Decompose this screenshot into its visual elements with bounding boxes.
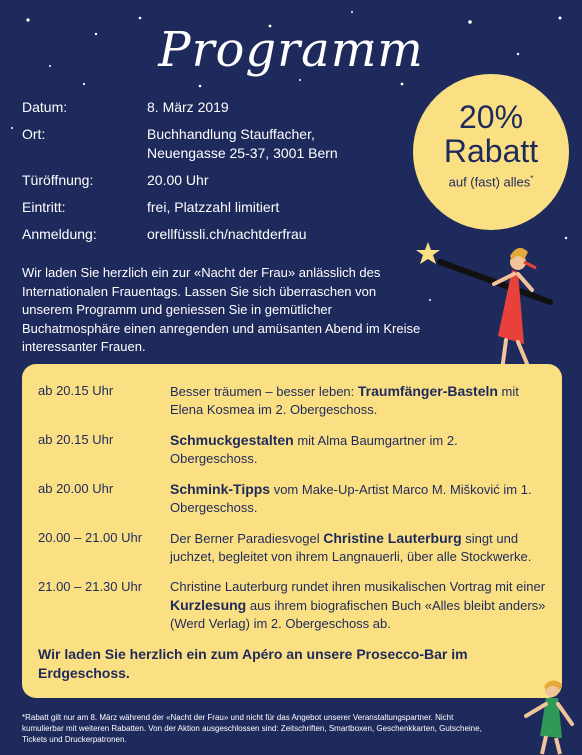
program-text: singt und juchzet, begleitet von ihrem Langnauerli, über alle Stockwerke. bbox=[170, 531, 532, 564]
program-highlight: Kurzlesung bbox=[170, 597, 247, 613]
star-icon bbox=[416, 242, 440, 264]
program-highlight: Schmuckgestalten bbox=[170, 432, 294, 448]
program-time: 21.00 – 21.30 Uhr bbox=[38, 579, 143, 594]
program-description bbox=[170, 382, 548, 419]
program-text: vom Make-Up-Artist Marco M. Mišković im 1. Obergeschoss. bbox=[170, 482, 532, 515]
info-label: Anmeldung: bbox=[22, 226, 97, 242]
info-value: 20.00 Uhr bbox=[147, 172, 209, 188]
discount-subtext-text: auf (fast) alles bbox=[448, 174, 531, 190]
info-row-date bbox=[22, 98, 402, 117]
discount-subtext bbox=[413, 174, 569, 189]
program-time: ab 20.15 Uhr bbox=[38, 383, 114, 398]
program-description bbox=[170, 480, 548, 517]
program-row bbox=[38, 480, 548, 517]
program-highlight: Traumfänger-Basteln bbox=[357, 383, 498, 399]
program-row bbox=[38, 382, 548, 419]
program-text: Christine Lauterburg rundet ihren musikalischen Vortrag mit einer bbox=[170, 579, 546, 594]
program-highlight: Christine Lauterburg bbox=[323, 530, 462, 546]
info-row-doors bbox=[22, 171, 402, 190]
registration-link[interactable]: orellfüssli.ch/nachtderfrau bbox=[147, 226, 307, 242]
discount-badge bbox=[413, 74, 569, 230]
woman-in-green-illustration bbox=[516, 676, 578, 755]
discount-percent: 20% bbox=[458, 99, 524, 135]
info-value: 8. März 2019 bbox=[147, 99, 229, 115]
program-description bbox=[170, 529, 548, 566]
discount-word: Rabatt bbox=[443, 133, 539, 169]
info-label: Ort: bbox=[22, 126, 46, 142]
info-row-location bbox=[22, 125, 402, 163]
info-label: Eintritt: bbox=[22, 199, 66, 215]
page-title: Programm bbox=[158, 22, 424, 78]
program-description bbox=[170, 431, 548, 468]
program-row bbox=[38, 578, 548, 633]
program-time: 20.00 – 21.00 Uhr bbox=[38, 530, 143, 545]
program-row bbox=[38, 431, 548, 468]
program-row bbox=[38, 529, 548, 566]
program-time: ab 20.00 Uhr bbox=[38, 481, 114, 496]
info-row-registration bbox=[22, 225, 402, 244]
info-value: frei, Platzzahl limitiert bbox=[147, 199, 280, 215]
event-info bbox=[22, 98, 402, 252]
program-text: mit Elena Kosmea im 2. Obergeschoss. bbox=[170, 384, 519, 417]
program-text: aus ihrem biografischen Buch «Alles bleibt anders» (Werd Verlag) im 2. Obergeschoss ab. bbox=[170, 598, 546, 631]
info-row-admission bbox=[22, 198, 402, 217]
program-text: Der Berner Paradiesvogel bbox=[170, 531, 324, 546]
program-text: mit Alma Baumgartner im 2. Obergeschoss. bbox=[170, 433, 458, 466]
program-panel bbox=[22, 364, 562, 698]
footnote: *Rabatt gilt nur am 8. März während der «Nacht der Frau» und nicht für das Angebot unserer Veranstaltungspartner. Nicht kumulierbar mit weiteren Rabatten. Von der Aktion ausgeschlossen sind: Zeitschriften, Smartboxen, Geschenkkarten, Gutscheine, Tickets und Druckerpatronen. bbox=[22, 713, 482, 744]
program-time: ab 20.15 Uhr bbox=[38, 432, 114, 447]
program-description bbox=[170, 578, 548, 633]
closing-invitation: Wir laden Sie herzlich ein zum Apéro an unsere Prosecco-Bar im Erdgeschoss. bbox=[38, 646, 468, 681]
info-value: Buchhandlung Stauffacher, Neuengasse 25-37, 3001 Bern bbox=[147, 126, 338, 161]
intro-text: Wir laden Sie herzlich ein zur «Nacht der Frau» anlässlich des Internationalen Frauentags. Lassen Sie sich überraschen von unserem Programm und geniessen Sie in gemütlicher Buchatmosphäre einen anregenden und amüsanten Abend im Kreise interessanter Frauen. bbox=[22, 265, 421, 354]
program-text: Besser träumen – besser leben: bbox=[170, 384, 358, 399]
info-label: Datum: bbox=[22, 99, 68, 115]
info-label: Türöffnung: bbox=[22, 172, 94, 188]
footnote-mark: * bbox=[530, 174, 534, 183]
program-highlight: Schmink-Tipps bbox=[170, 481, 271, 497]
